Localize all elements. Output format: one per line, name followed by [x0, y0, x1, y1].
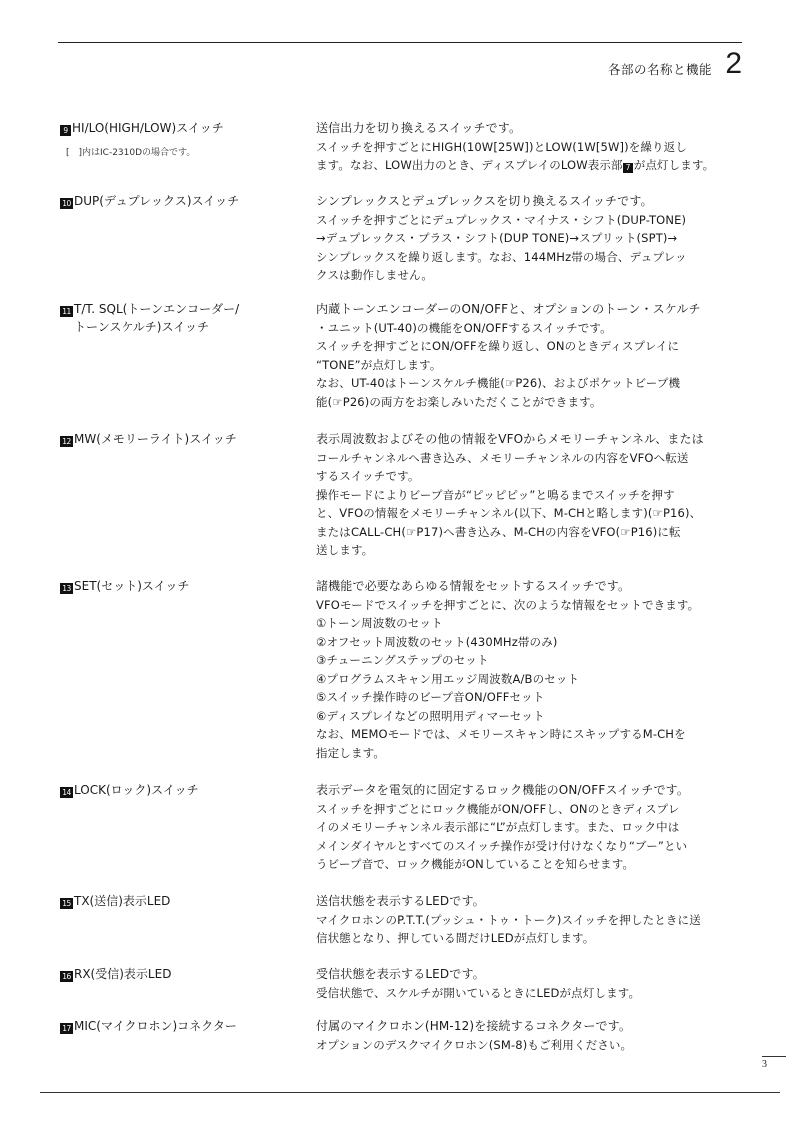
entry-description: 内蔵トーンエンコーダーのON/OFFと、オプションのトーン・スケルチ ・ユニット(UT-40)の機能をON/OFFするスイッチです。 スイッチを押すごとにON/OFFを繰り返し、ONのときディスプレイに “TONE”が点灯します。 なお、UT-40はトーンスケルチ機能(☞P26)、およびポケットビープ機 能(☞P26)の両方をお楽しみいただくことができます。 [316, 302, 701, 409]
entry-description: 諸機能で必要なあらゆる情報をセットするスイッチです。 VFOモードでスイッチを押すごとに、次のような情報をセットできます。 ①トーン周波数のセット ②オフセット周波数のセット(430MHz帯のみ) ③チューニングステップのセット ④プログラムスキャン用エッジ周波数A/Bのセット ⑤スイッチ操作時のビープ音ON/OFFセット ⑥ディスプレイなどの照明用ディマーセット なお、MEMOモードでは、メモリースキャン時にスキップするM-CHを 指定します。 [316, 579, 700, 760]
header-rule [58, 42, 742, 43]
entry-label: 11 T/T. SQL(トーンエンコーダー/ トーンスケルチ)スイッチ [60, 300, 300, 336]
entry-description: 表示周波数およびその他の情報をVFOからメモリーチャンネル、または コールチャンネルへ書き込み、メモリーチャンネルの内容をVFOへ転送 するスイッチです。 操作モードによりビープ音が“ピッピピッ”と鳴るまでスイッチを押す と、VFOの情報をメモリーチャンネル(以下、M-CHと略します)(☞P16)、 またはCALL-CH(☞P17)へ書き込み、M-CHの内容をVFO(☞P16)に転 送します。 [316, 432, 704, 557]
item-number-badge: 16 [60, 971, 73, 982]
display-segment-badge: 7 [623, 163, 633, 173]
chapter-number: 2 [725, 47, 742, 80]
entry-label: 16 RX(受信)表示LED [60, 965, 300, 983]
entry-description: 表示データを電気的に固定するロック機能のON/OFFスイッチです。 スイッチを押すごとにロック機能がON/OFFし、ONのときディスプレ イのメモリーチャンネル表示部に“L”が点灯します。また、ロック中は メインダイヤルとすべてのスイッチ操作が受け付けなくなり“ブー”とい うビープ音で、ロック機能がONしていることを知らせます。 [316, 783, 689, 871]
entry-label: 12 MW(メモリーライト)スイッチ [60, 430, 300, 448]
item-number-badge: 15 [60, 898, 73, 909]
page-number: 3 [762, 1059, 767, 1070]
entry-description: 送信状態を表示するLEDです。 マイクロホンのP.T.T.(プッシュ・トゥ・トーク)スイッチを押したときに送 信状態となり、押している間だけLEDが点灯します。 [316, 894, 701, 945]
entry-label: 10 DUP(デュプレックス)スイッチ [60, 192, 300, 210]
entry-label: 13 SET(セット)スイッチ [60, 577, 300, 595]
entry-description: シンプレックスとデュプレックスを切り換えるスイッチです。 スイッチを押すごとにデュプレックス・マイナス・シフト(DUP-TONE) →デュプレックス・プラス・シフト(DUP TONE)→スプリット(SPT)→ シンプレックスを繰り返します。なお、144MHz帯の場合、デュプレッ クスは動作しません。 [316, 194, 687, 282]
item-number-badge: 12 [60, 436, 73, 447]
entry-description: 受信状態を表示するLEDです。 受信状態で、スケルチが開いているときにLEDが点灯します。 [316, 967, 641, 1000]
item-number-badge: 9 [60, 125, 71, 136]
entry-label: 17 MIC(マイクロホン)コネクター [60, 1017, 300, 1035]
footer-rule [40, 1092, 780, 1093]
item-number-badge: 13 [60, 583, 73, 594]
item-number-badge: 17 [60, 1023, 73, 1034]
entry-label: 14 LOCK(ロック)スイッチ [60, 781, 300, 799]
entry-label: 9 HI/LO(HIGH/LOW)スイッチ [60, 119, 300, 137]
item-number-badge: 14 [60, 787, 73, 798]
item-number-badge: 11 [60, 306, 73, 317]
item-number-badge: 10 [60, 198, 73, 209]
section-title: 各部の名称と機能 [607, 62, 712, 77]
entry-description: 付属のマイクロホン(HM-12)を接続するコネクターです。 オプションのデスクマイクロホン(SM-8)もご利用ください。 [316, 1019, 633, 1052]
entry-label: 15 TX(送信)表示LED [60, 892, 300, 910]
entry-note: [ ]内はIC-2310Dの場合です。 [66, 148, 196, 158]
entry-description: 送信出力を切り換えるスイッチです。 スイッチを押すごとにHIGH(10W[25W])とLOW(1W[5W])を繰り返し ます。なお、LOW出力のとき、ディスプレイのLOW表示部 7 が点灯します。 [316, 121, 715, 172]
page-number-rule [762, 1056, 786, 1057]
